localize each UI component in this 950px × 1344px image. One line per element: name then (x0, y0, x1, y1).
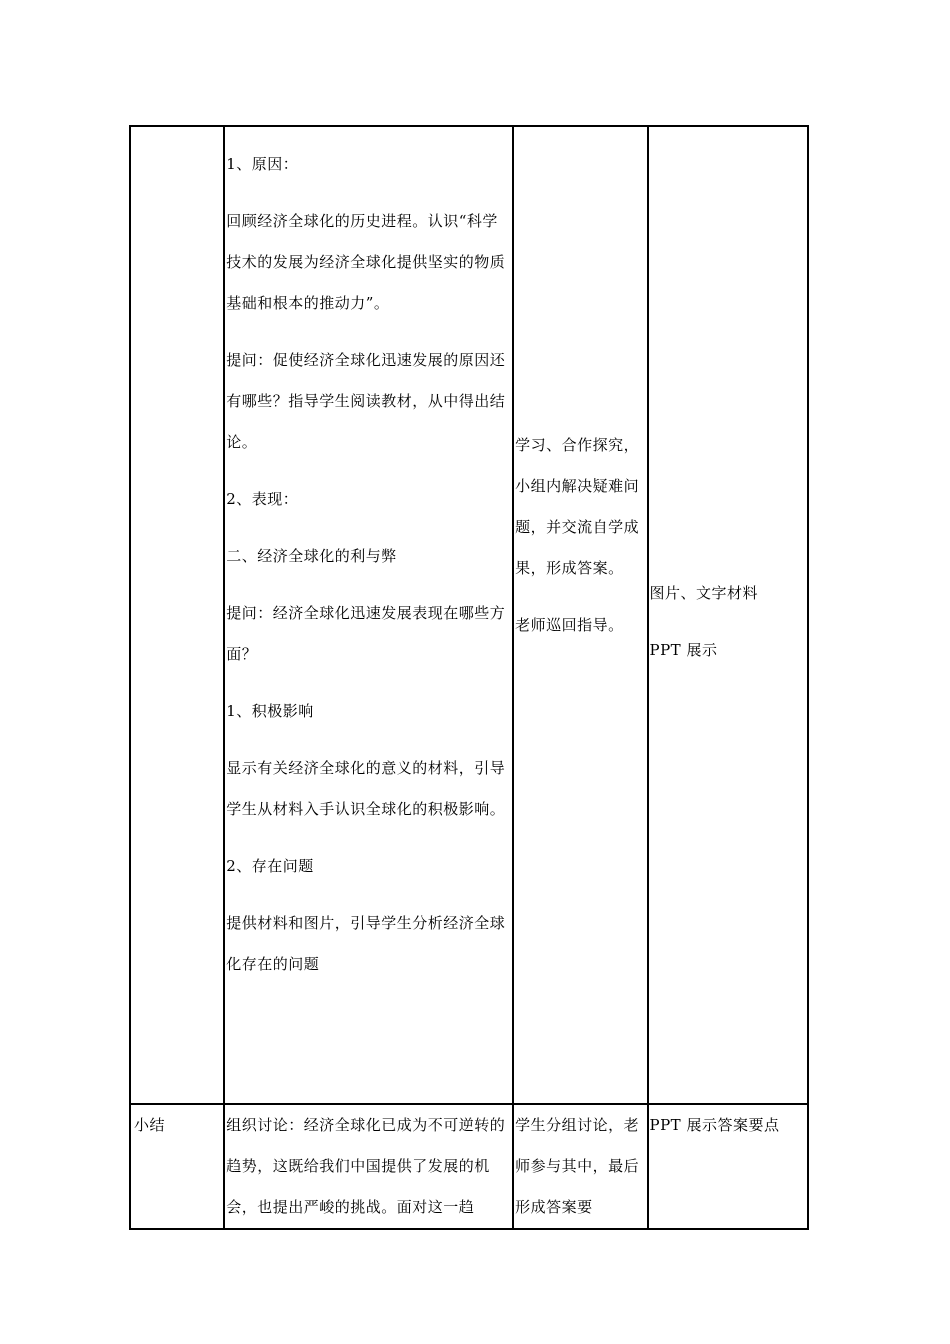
summary-ppt-text: PPT 展示答案要点 (649, 1116, 780, 1134)
stage-cell (130, 126, 224, 1104)
problems-heading: 2、存在问题 (226, 857, 314, 875)
table-row (130, 1104, 808, 1229)
table-row (130, 126, 808, 1104)
ppt-display-text: PPT 展示 (649, 641, 718, 659)
lesson-plan-table (129, 125, 809, 1230)
problems-text: 提供材料和图片，引导学生分析经济全球化存在的问题 (226, 914, 506, 973)
summary-student-cell (513, 1104, 647, 1229)
media-cell (648, 126, 809, 1104)
teacher-activity-cell (224, 126, 513, 1104)
student-activity-text: 学习、合作探究，小组内解决疑难问题，并交流自学成果，形成答案。 (515, 436, 640, 577)
summary-discussion-text: 组织讨论：经济全球化已成为不可逆转的趋势，这既给我们中国提供了发展的机会，也提出严峻的挑战。面对这一趋 (226, 1116, 506, 1216)
summary-student-text: 学生分组讨论，老师参与其中，最后形成答案要 (515, 1116, 640, 1216)
summary-stage-cell (130, 1104, 224, 1229)
media-materials-text: 图片、文字材料 (649, 584, 759, 602)
cause-heading: 1、原因： (226, 155, 299, 173)
summary-teacher-cell (224, 1104, 513, 1229)
student-activity-cell (513, 126, 647, 1104)
question-manifestation-text: 提问：经济全球化迅速发展表现在哪些方面？ (226, 604, 506, 663)
manifestation-heading: 2、表现： (226, 490, 299, 508)
question-cause-text: 提问：促使经济全球化迅速发展的原因还有哪些？指导学生阅读教材，从中得出结论。 (226, 351, 506, 451)
teacher-guide-text: 老师巡回指导。 (515, 616, 624, 634)
history-review-text: 回顾经济全球化的历史进程。认识“科学技术的发展为经济全球化提供坚实的物质基础和根本的推动力”。 (226, 212, 506, 312)
positive-impact-heading: 1、积极影响 (226, 702, 314, 720)
summary-media-cell (648, 1104, 809, 1229)
summary-label: 小结 (134, 1116, 166, 1134)
positive-impact-text: 显示有关经济全球化的意义的材料，引导学生从材料入手认识全球化的积极影响。 (226, 759, 506, 818)
pros-cons-heading: 二、经济全球化的利与弊 (226, 547, 397, 565)
